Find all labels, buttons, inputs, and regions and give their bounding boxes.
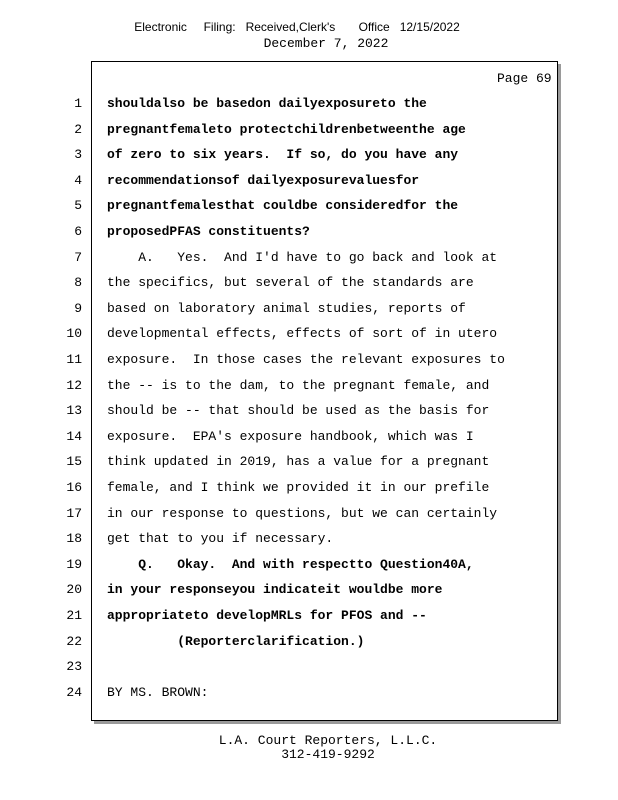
line-number: 3 <box>74 147 82 162</box>
line-text: the -- is to the dam, to the pregnant female, and <box>107 378 490 393</box>
line-number: 1 <box>74 96 82 111</box>
line-text: BY MS. BROWN: <box>107 685 209 700</box>
transcript-date: December 7, 2022 <box>263 36 389 51</box>
line-text: proposedPFAS constituents? <box>107 224 310 239</box>
line-number: 15 <box>66 454 82 469</box>
line-text: in our response to questions, but we can certainly <box>107 506 498 521</box>
line-text: based on laboratory animal studies, reports of <box>107 301 466 316</box>
line-number: 17 <box>66 506 82 521</box>
line-text: A. Yes. And I'd have to go back and look at <box>107 250 498 265</box>
footer-company: L.A. Court Reporters, L.L.C. <box>218 733 438 748</box>
line-number: 10 <box>66 326 82 341</box>
line-text: pregnantfemalesthat couldbe consideredfor the <box>107 198 459 213</box>
line-number: 19 <box>66 557 82 572</box>
line-number: 21 <box>66 608 82 623</box>
line-text: the specifics, but several of the standards are <box>107 275 474 290</box>
line-number: 12 <box>66 378 82 393</box>
line-number: 18 <box>66 531 82 546</box>
line-text: (Reporterclarification.) <box>107 634 365 649</box>
line-number: 4 <box>74 173 82 188</box>
line-number: 24 <box>66 685 82 700</box>
line-text: Q. Okay. And with respectto Question40A, <box>107 557 474 572</box>
filing-stamp: Electronic Filing: Received,Clerk's Office 12/15/2022 <box>134 20 460 34</box>
line-text: in your responseyou indicateit wouldbe more <box>107 582 443 597</box>
line-number: 23 <box>66 659 82 674</box>
line-number: 11 <box>66 352 82 367</box>
line-text: appropriateto developMRLs for PFOS and -- <box>107 608 427 623</box>
line-text: get that to you if necessary. <box>107 531 334 546</box>
line-text: exposure. In those cases the relevant exposures to <box>107 352 505 367</box>
line-text: of zero to six years. If so, do you have any <box>107 147 459 162</box>
line-number: 14 <box>66 429 82 444</box>
line-text: think updated in 2019, has a value for a pregnant <box>107 454 490 469</box>
line-text: exposure. EPA's exposure handbook, which was I <box>107 429 474 444</box>
line-number: 9 <box>74 301 82 316</box>
line-number: 13 <box>66 403 82 418</box>
line-text: should be -- that should be used as the basis for <box>107 403 490 418</box>
line-number: 6 <box>74 224 82 239</box>
line-number: 22 <box>66 634 82 649</box>
line-text: developmental effects, effects of sort of in utero <box>107 326 498 341</box>
line-number: 5 <box>74 198 82 213</box>
line-text: pregnantfemaleto protectchildrenbetweenthe age <box>107 122 466 137</box>
line-number: 8 <box>74 275 82 290</box>
line-text: recommendationsof dailyexposurevaluesfor <box>107 173 420 188</box>
line-number: 2 <box>74 122 82 137</box>
page-number: Page 69 <box>497 71 552 86</box>
line-number: 20 <box>66 582 82 597</box>
line-number: 7 <box>74 250 82 265</box>
line-text: female, and I think we provided it in our prefile <box>107 480 490 495</box>
line-text: shouldalso be basedon dailyexposureto the <box>107 96 427 111</box>
line-number: 16 <box>66 480 82 495</box>
footer-phone: 312-419-9292 <box>281 747 375 762</box>
